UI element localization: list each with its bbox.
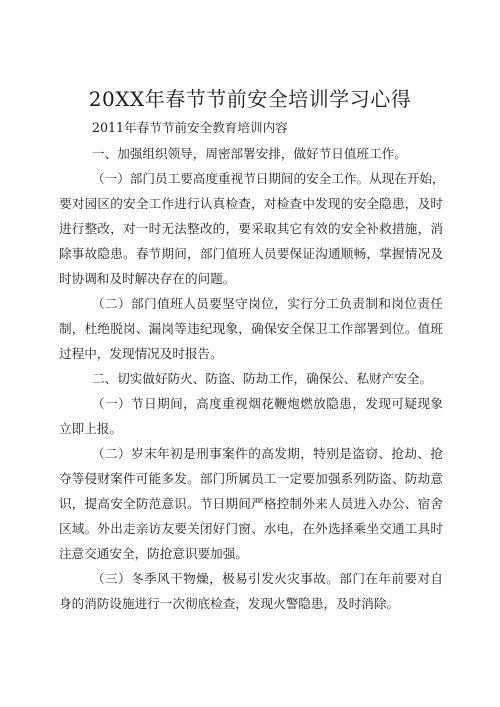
paragraph-line: （二）岁末年初是刑事案件的高发期，特别是盗窃、抢劫、抢 bbox=[92, 446, 443, 461]
paragraph-line: （一）部门员工要高度重视节日期间的安全工作。从现在开始， bbox=[92, 171, 445, 186]
paragraph-line: 识，提高安全防范意识。节日期间严格控制外来人员进入办公、宿舍 bbox=[59, 496, 443, 511]
paragraph-line: 时协调和及时解决存在的问题。 bbox=[59, 271, 236, 286]
paragraph-line: （三）冬季风干物燥，极易引发火灾事故。部门在年前要对自 bbox=[92, 571, 443, 586]
paragraph-line: （一）节日期间，高度重视烟花鞭炮燃放隐患，发现可疑现象 bbox=[92, 396, 443, 411]
paragraph-line: 区域。外出走亲访友要关闭好门窗、水电，在外选择乘坐交通工具时 bbox=[59, 521, 443, 536]
paragraph-line: 夺等侵财案件可能多发。部门所属员工一定要加强系列防盗、防劫意 bbox=[59, 471, 443, 486]
paragraph-line: 身的消防设施进行一次彻底检查，发现火警隐患，及时消除。 bbox=[59, 596, 400, 611]
paragraph-line: 立即上报。 bbox=[59, 421, 122, 436]
document-title: 20XX年春节节前安全培训学习心得 bbox=[88, 87, 412, 111]
paragraph-line: 除事故隐患。春节期间，部门值班人员要保证沟通顺畅，掌握情况及 bbox=[59, 246, 443, 261]
paragraph-line: 过程中，发现情况及时报告。 bbox=[59, 346, 223, 361]
document-subtitle: 2011年春节节前安全教育培训内容 bbox=[92, 120, 288, 135]
paragraph-line: （二）部门值班人员要坚守岗位，实行分工负责制和岗位责任 bbox=[92, 296, 443, 311]
section-heading-1: 一、加强组织领导，周密部署安排，做好节日值班工作。 bbox=[92, 146, 407, 161]
paragraph-line: 制，杜绝脱岗、漏岗等违纪现象，确保安全保卫工作部署到位。值班 bbox=[59, 321, 443, 336]
section-heading-2: 二、切实做好防火、防盗、防劫工作，确保公、私财产安全。 bbox=[92, 371, 433, 386]
paragraph-line: 进行整改，对一时无法整改的，要采取其它有效的安全补救措施，消 bbox=[59, 221, 443, 236]
paragraph-line: 注意交通安全，防抢意识要加强。 bbox=[59, 546, 248, 561]
paragraph-line: 要对园区的安全工作进行认真检查，对检查中发现的安全隐患，及时 bbox=[59, 196, 443, 211]
